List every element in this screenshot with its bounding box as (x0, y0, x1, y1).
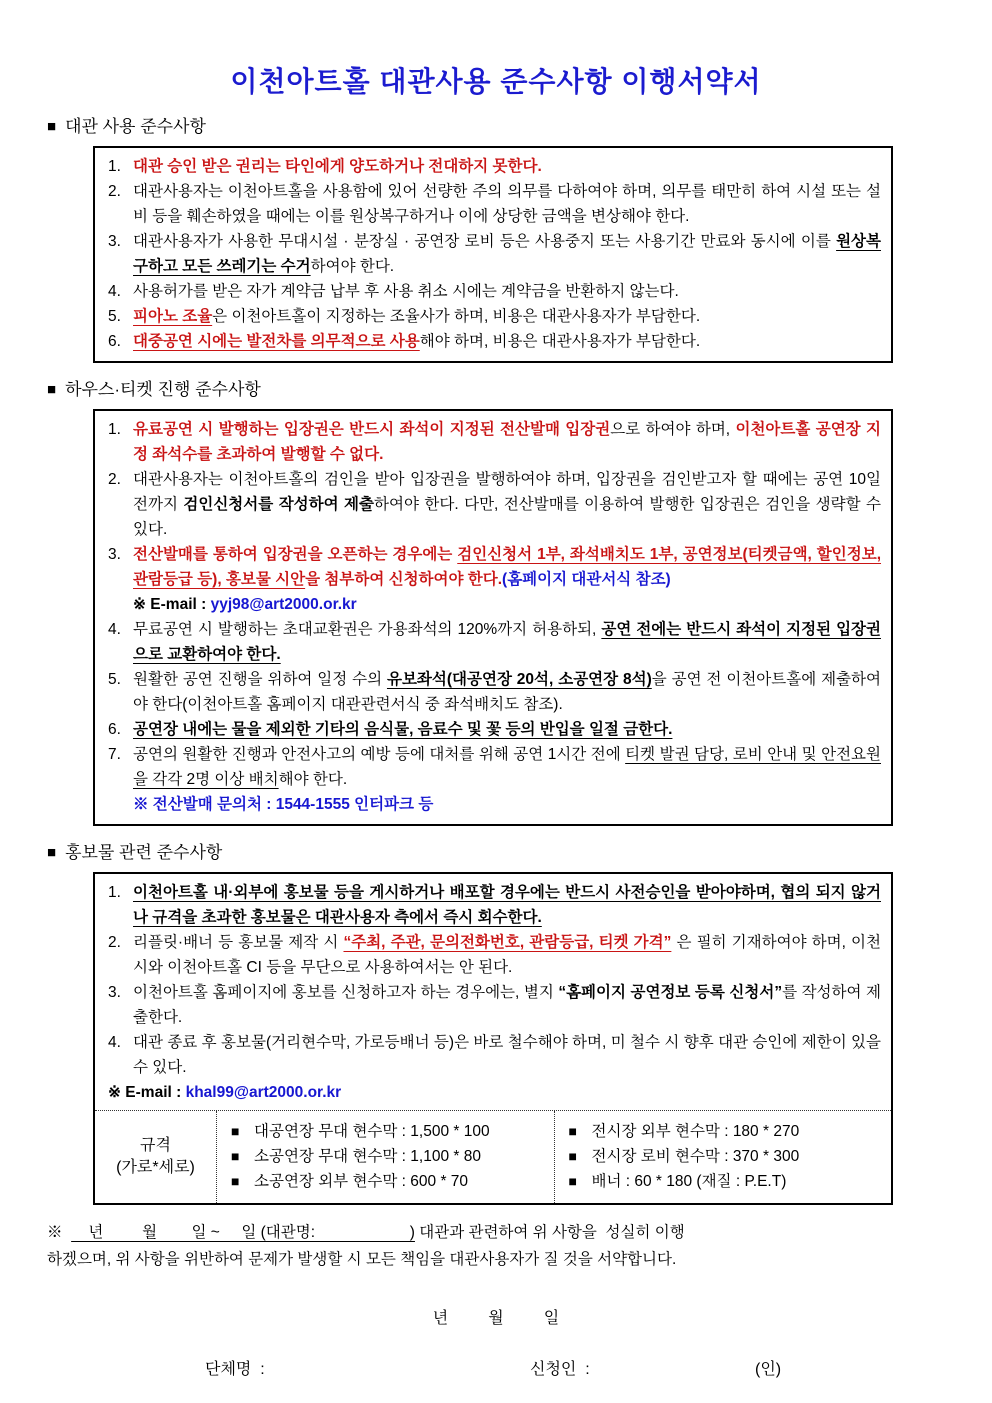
item-number: 7. (108, 746, 121, 763)
item-number: 2. (108, 934, 121, 951)
rule-item (105, 717, 881, 742)
rules-box-rental-use (93, 146, 893, 363)
text-run: 원활한 공연 진행을 위하여 일정 수의 (133, 671, 387, 688)
text-run: 하여야 한다. (310, 258, 395, 275)
spec-header-line2: (가로*세로) (116, 1159, 195, 1176)
text-run: 공연장 내에는 물을 제외한 기타의 음식물, 음료수 및 꽃 등의 반입을 일절 금한다. (133, 721, 673, 738)
section-heading-rental-use (47, 116, 945, 138)
text-run: 티켓 발권 담당, 로비 안내 및 안전요원을 각각 2명 이상 배치 (133, 746, 881, 788)
rule-item (105, 667, 881, 717)
square-bullet-icon: ■ (568, 1173, 577, 1189)
item-text (133, 333, 700, 350)
spec-column-stage (217, 1111, 555, 1203)
item-text (133, 421, 881, 463)
item-text (133, 746, 881, 788)
text-run: 대공연장 무대 현수막 : 1,500 * 100 (254, 1123, 490, 1140)
rules-box-promotion (93, 872, 893, 1205)
item-text (133, 796, 433, 813)
text-run: 이천아트홀 공연장 지정 좌석수를 초과하여 발행할 수 없다. (133, 421, 881, 463)
item-text (133, 233, 881, 275)
section-heading-label: 홍보물 관련 준수사항 (65, 843, 223, 862)
text-run: 유료공연 시 발행하는 입장권은 반드시 좌석이 지정된 전산발매 입장권 (133, 421, 611, 438)
item-number: 5. (108, 671, 121, 688)
rule-item (105, 304, 881, 329)
text-run: 소공연장 무대 현수막 : 1,100 * 80 (254, 1148, 481, 1165)
text-run: 전산발매를 통하여 입장권을 오픈하는 경우에는 (133, 546, 458, 563)
text-run: 이천아트홀 홈페이지에 홍보를 신청하고자 하는 경우에는, 별지 (133, 984, 559, 1001)
item-text (254, 1173, 468, 1190)
item-number: 1. (108, 421, 121, 438)
text-run: 사용허가를 받은 자가 계약금 납부 후 사용 취소 시에는 계약금을 반환하지 않는다. (133, 283, 679, 300)
spec-header-line1: 규격 (140, 1137, 171, 1154)
item-number: 4. (108, 1034, 121, 1051)
item-text (133, 984, 881, 1026)
promotion-rules-list (105, 880, 881, 1105)
item-number: 6. (108, 333, 121, 350)
text-run: 원상복구하고 모든 쓰레기는 수거 (133, 233, 881, 275)
item-text (133, 283, 679, 300)
item-text (254, 1123, 490, 1140)
item-text (592, 1173, 787, 1190)
text-run: 해야 하며, 비용은 대관사용자가 부담한다. (419, 333, 701, 350)
rule-item (105, 467, 881, 542)
note-line (105, 792, 881, 817)
section-heading-label: 하우스·티켓 진행 준수사항 (65, 380, 261, 399)
section-square-icon: ■ (47, 844, 57, 861)
text-run: 리플릿·배너 등 홍보물 제작 시 (133, 934, 344, 951)
item-number: 6. (108, 721, 121, 738)
text-run: 전시장 로비 현수막 : 370 * 300 (591, 1148, 800, 1165)
text-run: 으로 하여야 하며, (610, 421, 736, 438)
item-number: 3. (108, 233, 121, 250)
applicant-label: 신청인 : (530, 1361, 590, 1378)
rule-item (105, 179, 881, 229)
ref-mark: ※ (47, 1224, 72, 1241)
pledge-line1-rest: 대관과 관련하여 위 사항을 성실히 이행 (414, 1224, 685, 1241)
item-text (133, 158, 542, 175)
pledge-line2: 하겠으며, 위 사항을 위반하여 문제가 발생할 시 모든 책임을 대관사용자가 질 것을 서약합니다. (47, 1251, 677, 1268)
text-run: 대중공연 시에는 발전차를 의무적으로 사용 (133, 333, 420, 350)
item-number: 5. (108, 308, 121, 325)
item-text (133, 671, 881, 713)
note-line (105, 1080, 881, 1105)
seal-label: (인) (755, 1361, 782, 1378)
spec-table (95, 1110, 891, 1203)
section-heading-house-ticket (47, 379, 945, 401)
text-run: 배너 : 60 * 180 (재질 : P.E.T) (591, 1173, 787, 1190)
text-run: “주최, 주관, 문의전화번호, 관람등급, 티켓 가격” (343, 934, 672, 951)
text-run: 대관사용자는 이천아트홀의 검인을 받아 입장권을 발행하여야 하며, 입장권을 검인받고자 할 때에는 공연 10일 전까지 (133, 471, 881, 513)
square-bullet-icon: ■ (568, 1148, 577, 1164)
rule-item (567, 1144, 886, 1169)
text-run: “홈페이지 공연정보 등록 신청서” (558, 984, 783, 1001)
item-number: 1. (108, 158, 121, 175)
text-run: 을 첨부하여 신청하여야 한다. (305, 571, 503, 588)
text-run: 은 필히 기재하여야 하며, 이천시와 이천아트홀 CI 등을 무단으로 사용하여서는 안 된다. (133, 934, 881, 976)
text-run: 대관사용자가 사용한 무대시설 · 분장실 · 공연장 로비 등은 사용중지 또는 사용기간 만료와 동시에 이를 (133, 233, 837, 250)
item-text (133, 471, 881, 538)
text-run: ※ 전산발매 문의처 : 1544-1555 인터파크 등 (133, 796, 434, 813)
item-text (133, 934, 881, 976)
rule-item (567, 1169, 886, 1194)
item-text (133, 621, 881, 663)
rule-item (105, 417, 881, 467)
item-text (254, 1148, 481, 1165)
item-number: 3. (108, 546, 121, 563)
text-run: 이천아트홀 내·외부에 홍보물 등을 게시하거나 배포할 경우에는 반드시 사전승인을 받아야하며, 협의 되지 않거나 규격을 초과한 홍보물은 대관사용자 측에서 즉시 회수한다. (133, 884, 881, 926)
rule-item (105, 229, 881, 279)
item-text (133, 183, 881, 225)
item-text (133, 721, 672, 738)
square-bullet-icon: ■ (231, 1173, 240, 1189)
rule-item (567, 1119, 886, 1144)
text-run: 무료공연 시 발행하는 초대교환권은 가용좌석의 120%까지 허용하되, (133, 621, 602, 638)
rule-item (105, 279, 881, 304)
text-run: 대관 종료 후 홍보물(거리현수막, 가로등배너 등)은 바로 철수해야 하며, 미 철수 시 향후 대관 승인에 제한이 있을 수 있다. (133, 1034, 881, 1076)
item-number: 2. (108, 471, 121, 488)
text-run: 대관 승인 받은 권리는 타인에게 양도하거나 전대하지 못한다. (133, 158, 542, 175)
square-bullet-icon: ■ (231, 1123, 240, 1139)
item-number: 3. (108, 984, 121, 1001)
signature-row (47, 1356, 945, 1386)
signature-date-line: 년 월 일 (432, 1310, 560, 1327)
rule-item (105, 1030, 881, 1080)
text-run: 은 이천아트홀이 지정하는 조율사가 하며, 비용은 대관사용자가 부담한다. (212, 308, 701, 325)
spec-column-exhibit (555, 1111, 892, 1203)
item-text (133, 546, 881, 588)
rules-box-house-ticket (93, 409, 893, 826)
item-number: 2. (108, 183, 121, 200)
section-square-icon: ■ (47, 118, 57, 135)
text-run: 검인신청서를 작성하여 제출 (183, 496, 374, 513)
rule-item (105, 542, 881, 592)
rule-item (105, 329, 881, 354)
section-heading-label: 대관 사용 준수사항 (65, 117, 206, 136)
item-text (133, 596, 357, 613)
item-number: 4. (108, 283, 121, 300)
organization-label: 단체명 : (205, 1361, 265, 1378)
page-title: 이천아트홀 대관사용 준수사항 이행서약서 (230, 66, 762, 97)
item-text (108, 1084, 341, 1101)
item-text (133, 1034, 881, 1076)
pledge-paragraph (47, 1219, 945, 1273)
pledge-blank-line: 년 월 일 ~ 일 (대관명: ) (71, 1224, 415, 1241)
pledge-line1 (47, 1219, 945, 1246)
text-run: khal99@art2000.or.kr (185, 1084, 342, 1101)
section-heading-promotion (47, 842, 945, 864)
rule-item (105, 880, 881, 930)
text-run: 을 공연 전 이천아트홀에 제출하여야 한다(이천아트홀 홈페이지 대관관련서식 중 좌석배치도 참조). (133, 671, 881, 713)
spec-header-cell (95, 1111, 217, 1203)
rule-item (229, 1119, 548, 1144)
text-run: (홈페이지 대관서식 참조) (502, 571, 671, 588)
text-run: 전시장 외부 현수막 : 180 * 270 (591, 1123, 800, 1140)
section-square-icon: ■ (47, 381, 57, 398)
text-run: 공연의 원활한 진행과 안전사고의 예방 등에 대처를 위해 공연 1시간 전에 (133, 746, 626, 763)
rule-item (105, 980, 881, 1030)
text-run: 소공연장 외부 현수막 : 600 * 70 (254, 1173, 469, 1190)
text-run: 공연 전에는 반드시 좌석이 지정된 입장권으로 교환하여야 한다. (133, 621, 881, 663)
note-line (105, 592, 881, 617)
text-run: 피아노 조율 (133, 308, 213, 325)
rule-item (105, 154, 881, 179)
text-run: ※ E-mail : (133, 596, 211, 613)
text-run: 검인신청서 1부, 좌석배치도 1부, 공연정보(티켓금액, 할인정보, 관람등급 등), 홍보물 시안 (133, 546, 882, 588)
text-run: 하여야 한다. 다만, 전산발매를 이용하여 발행한 입장권은 검인을 생략할 수 있다. (133, 496, 881, 538)
text-run: 유보좌석(대공연장 20석, 소공연장 8석) (386, 671, 652, 688)
rule-item (105, 930, 881, 980)
item-text (592, 1123, 800, 1140)
item-text (133, 884, 881, 926)
text-run: 해야 한다. (278, 771, 348, 788)
item-text (592, 1148, 800, 1165)
rule-item (229, 1144, 548, 1169)
item-number: 1. (108, 884, 121, 901)
text-run: 를 작성하여 제출한다. (133, 984, 881, 1026)
square-bullet-icon: ■ (231, 1148, 240, 1164)
text-run: 대관사용자는 이천아트홀을 사용함에 있어 선량한 주의 의무를 다하여야 하며, 의무를 태만히 하여 시설 또는 설비 등을 훼손하였을 때에는 이를 원상복구하거나 이에 상당한 금액을 변상해야 한다. (133, 183, 881, 225)
item-number: 4. (108, 621, 121, 638)
rule-item (105, 617, 881, 667)
rule-item (105, 742, 881, 792)
item-text (133, 308, 700, 325)
rule-item (229, 1169, 548, 1194)
square-bullet-icon: ■ (568, 1123, 577, 1139)
text-run: ※ E-mail : (108, 1084, 186, 1101)
text-run: yyj98@art2000.or.kr (210, 596, 357, 613)
